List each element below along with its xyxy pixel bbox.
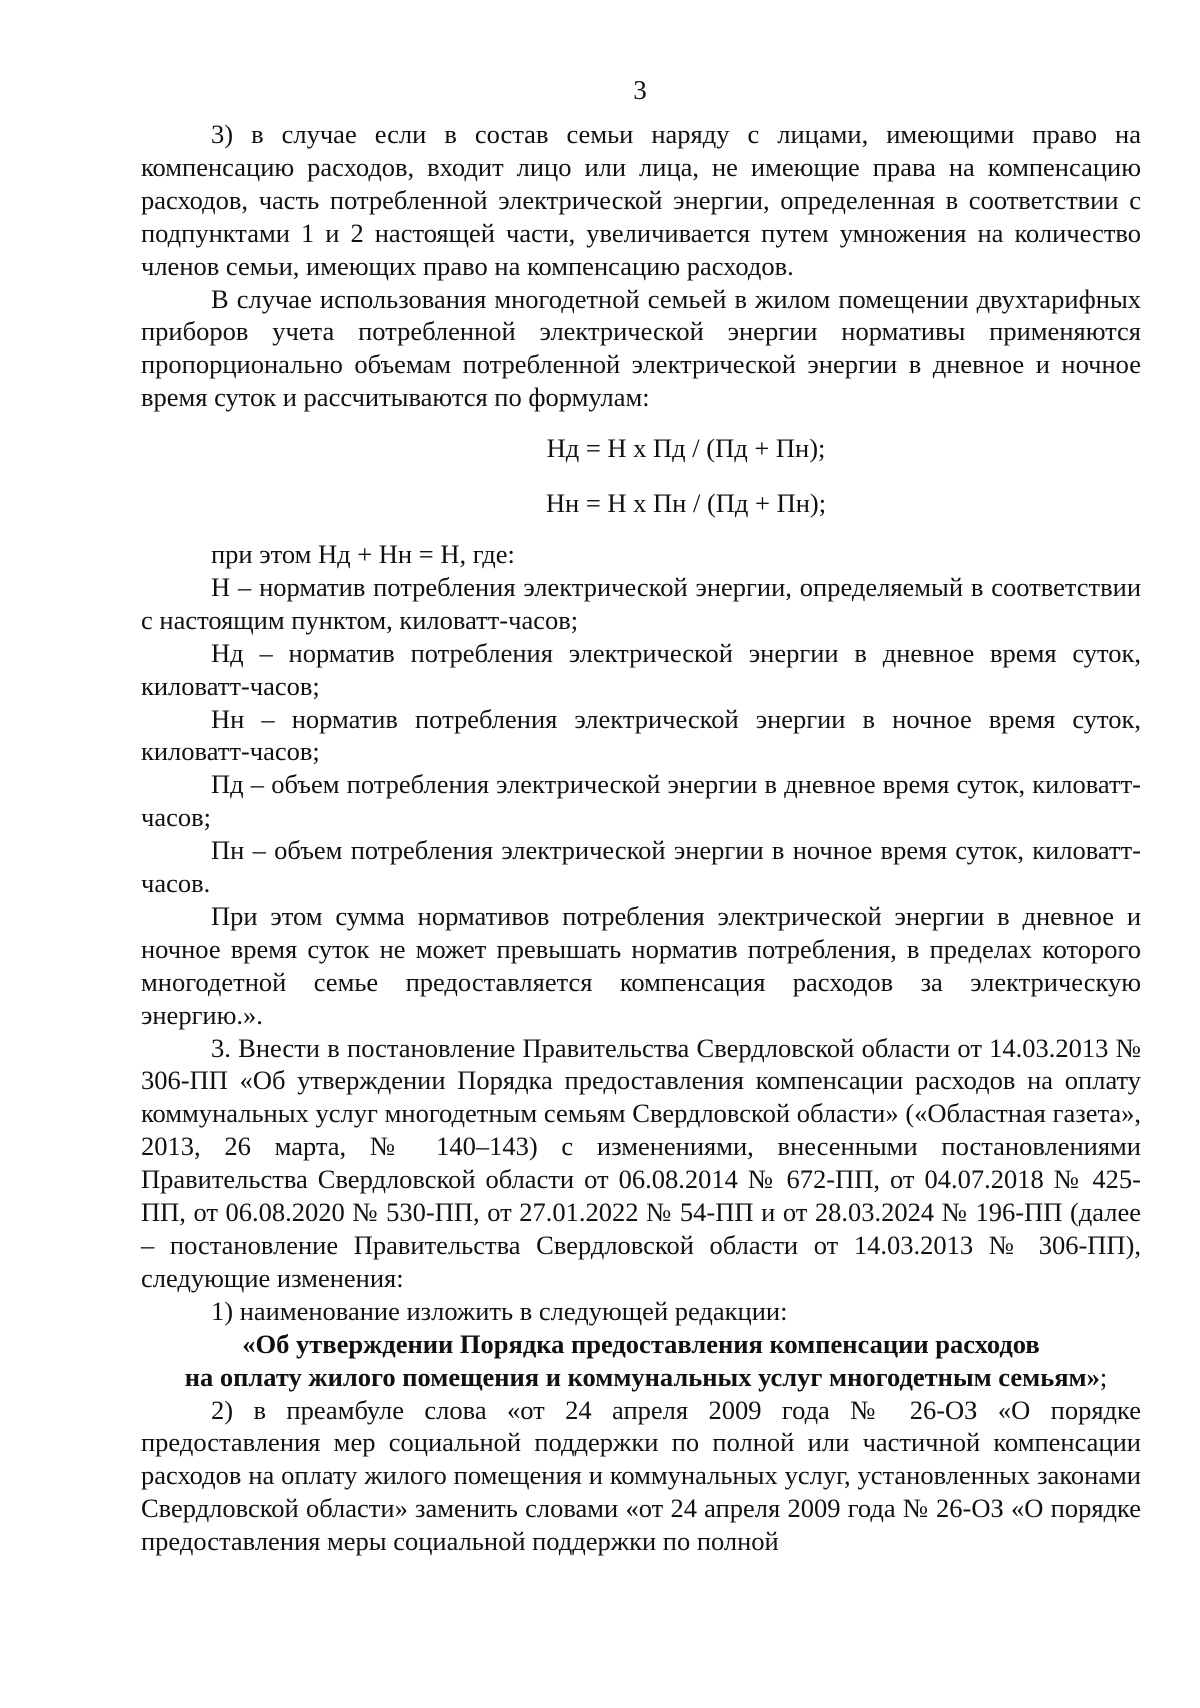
new-title-line-2-text: на оплату жилого помещения и коммунальных услуг многодетным семьям» (184, 1361, 1100, 1392)
paragraph-subitem-2: 2) в преамбуле слова «от 24 апреля 2009 года № 26-ОЗ «О порядке предоставления мер социальной поддержки по полной или частичной компенсации расходов на оплату жилого помещения и коммунальных услуг, установленных законами Свердловской области» заменить словами «от 24 апреля 2009 года № 26-ОЗ «О порядке предоставления меры социальной поддержки по полной (141, 1394, 1141, 1557)
formula-night-norm: Нн = Н х Пн / (Пд + Пн); (545, 488, 827, 519)
new-title-line-2 (141, 1361, 1141, 1394)
paragraph-two-tariff: В случае использования многодетной семьей в жилом помещении двухтарифных приборов учета потребленной электрической энергии нормативы применяются пропорционально объемам потребленной электрической энергии в дневное и ночное время суток и рассчитываются по формулам: (141, 283, 1141, 413)
new-title-line-2-tail: ; (1099, 1361, 1108, 1392)
definition-n: Н – норматив потребления электрической энергии, определяемый в соответствии с настоящим пунктом, киловатт-часов; (141, 571, 1141, 635)
paragraph-subitem-3: 3) в случае если в состав семьи наряду с лицами, имеющими право на компенсацию расходов, входит лицо или лица, не имеющие права на компенсацию расходов, часть потребленной электрической энергии, определенная в соответствии с подпунктами 1 и 2 настоящей части, увеличивается путем умножения на количество членов семьи, имеющих право на компенсацию расходов. (141, 119, 1141, 281)
page-number: 3 (633, 75, 647, 105)
new-title-line-1: «Об утверждении Порядка предоставления компенсации расходов (242, 1328, 1040, 1359)
definition-nn: Нн – норматив потребления электрической энергии в ночное время суток, киловатт-часов; (141, 703, 1141, 767)
document-body (141, 118, 1141, 1558)
definition-nd: Нд – норматив потребления электрической энергии в дневное время суток, киловатт-часов; (141, 637, 1141, 701)
definition-pn: Пн – объем потребления электрической энергии в ночное время суток, киловатт-часов. (141, 835, 1141, 899)
paragraph-sum-limit: При этом сумма нормативов потребления электрической энергии в дневное и ночное время суток не может превышать норматив потребления, в пределах которого многодетной семье предоставляется компенсация расходов за электрическую энергию.». (141, 900, 1141, 1030)
paragraph-where: при этом Нд + Нн = Н, где: (211, 538, 515, 569)
paragraph-item-3: 3. Внести в постановление Правительства Свердловской области от 14.03.2013 № 306-ПП «Об утверждении Порядка предоставления компенсации расходов на оплату коммунальных услуг многодетным семьям Свердловской области» («Областная газета», 2013, 26 марта, № 140–143) с изменениями, внесенными постановлениями Правительства Свердловской области от 06.08.2014 № 672-ПП, от 04.07.2018 № 425-ПП, от 06.08.2020 № 530-ПП, от 27.01.2022 № 54-ПП и от 28.03.2024 № 196-ПП (далее – постановление Правительства Свердловской области от 14.03.2013 № 306-ПП), следующие изменения: (141, 1032, 1141, 1293)
paragraph-subitem-1: 1) наименование изложить в следующей редакции: (211, 1295, 788, 1326)
formula-day-norm: Нд = Н х Пд / (Пд + Пн); (546, 433, 826, 464)
definition-pd: Пд – объем потребления электрической энергии в дневное время суток, киловатт-часов; (141, 769, 1141, 833)
